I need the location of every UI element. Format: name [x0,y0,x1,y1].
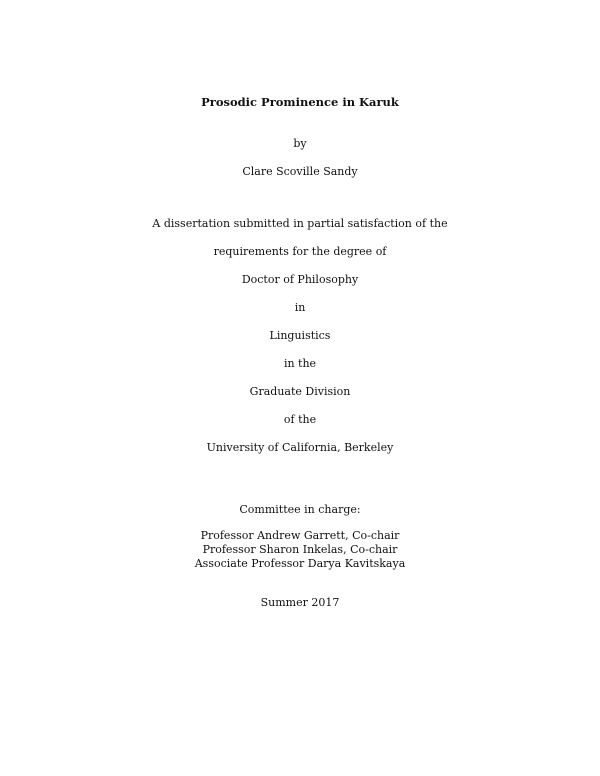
statement-in: in [294,301,306,314]
committee-member: Professor Sharon Inkelas, Co-chair [202,543,398,556]
university-name: University of California, Berkeley [206,441,394,454]
submission-date: Summer 2017 [260,596,340,609]
committee-member: Professor Andrew Garrett, Co-chair [200,529,400,542]
committee-member: Associate Professor Darya Kavitskaya [194,557,406,570]
degree-name: Doctor of Philosophy [241,273,359,286]
author-name: Clare Scoville Sandy [242,165,358,178]
statement-line-1: A dissertation submitted in partial satisfaction of the [152,217,448,230]
division-name: Graduate Division [249,385,351,398]
statement-of-the: of the [283,413,317,426]
by-line: by [293,137,307,150]
field-name: Linguistics [269,329,331,342]
dissertation-title: Prosodic Prominence in Karuk [201,95,399,109]
committee-heading: Committee in charge: [239,503,361,516]
statement-line-2: requirements for the degree of [213,245,387,258]
statement-in-the: in the [283,357,317,370]
